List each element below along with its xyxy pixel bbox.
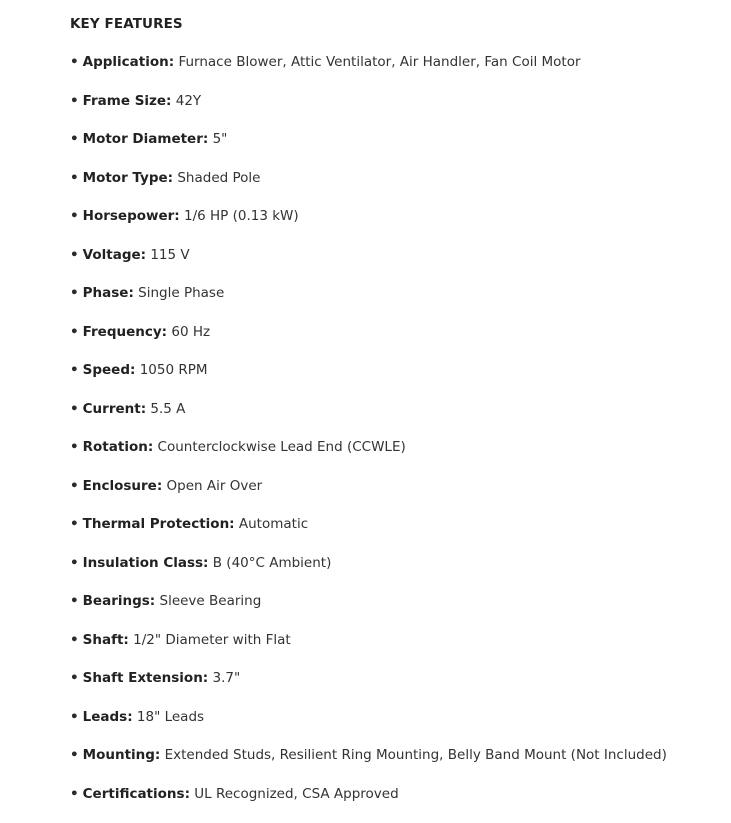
feature-item xyxy=(70,785,720,803)
feature-value: Automatic xyxy=(238,516,309,532)
feature-value: B (40°C Ambient) xyxy=(212,554,332,571)
feature-label: Leads: xyxy=(82,708,133,725)
feature-label: Current: xyxy=(82,400,147,417)
feature-item xyxy=(70,323,720,341)
feature-label: Horsepower: xyxy=(82,208,180,224)
feature-value: 1/6 HP (0.13 kW) xyxy=(183,208,299,224)
feature-value: Extended Studs, Resilient Ring Mounting, Belly Band Mount (Not Included) xyxy=(164,747,667,763)
bullet-icon: • xyxy=(70,747,79,763)
bullet-icon: • xyxy=(70,323,79,340)
features-list xyxy=(70,53,720,803)
feature-label: Phase: xyxy=(82,285,134,301)
feature-item xyxy=(70,130,720,148)
feature-item xyxy=(70,477,720,495)
bullet-icon: • xyxy=(70,439,79,455)
feature-label: Mounting: xyxy=(82,747,161,763)
feature-value: 3.7" xyxy=(212,670,241,686)
feature-label: Motor Diameter: xyxy=(82,131,209,147)
bullet-icon: • xyxy=(70,516,79,532)
feature-value: 5" xyxy=(212,131,228,147)
feature-label: Voltage: xyxy=(82,246,147,263)
feature-label: Bearings: xyxy=(82,593,156,609)
feature-item xyxy=(70,400,720,418)
feature-value: Sleeve Bearing xyxy=(159,593,262,609)
feature-value: 1/2" Diameter with Flat xyxy=(133,631,291,648)
feature-label: Frequency: xyxy=(82,323,168,340)
feature-item xyxy=(70,631,720,649)
feature-label: Shaft: xyxy=(82,631,129,648)
bullet-icon: • xyxy=(70,208,79,224)
feature-value: 18" Leads xyxy=(136,708,205,725)
feature-item xyxy=(70,92,720,110)
bullet-icon: • xyxy=(70,785,79,802)
bullet-icon: • xyxy=(70,708,79,725)
bullet-icon: • xyxy=(70,285,79,301)
feature-value: Single Phase xyxy=(138,285,225,301)
feature-item xyxy=(70,746,720,764)
bullet-icon: • xyxy=(70,631,79,648)
key-features-section xyxy=(70,15,720,823)
bullet-icon: • xyxy=(70,362,79,378)
feature-item xyxy=(70,207,720,225)
feature-label: Frame Size: xyxy=(82,92,172,109)
feature-label: Speed: xyxy=(82,362,136,378)
feature-item xyxy=(70,53,720,71)
feature-value: 60 Hz xyxy=(171,323,211,340)
bullet-icon: • xyxy=(70,554,79,571)
feature-item xyxy=(70,284,720,302)
feature-value: 42Y xyxy=(175,92,202,109)
feature-item xyxy=(70,246,720,264)
feature-item xyxy=(70,669,720,687)
feature-label: Certifications: xyxy=(82,785,190,802)
feature-label: Application: xyxy=(82,54,175,70)
section-heading: KEY FEATURES xyxy=(70,16,183,32)
feature-item xyxy=(70,169,720,187)
feature-label: Thermal Protection: xyxy=(82,516,235,532)
bullet-icon: • xyxy=(70,92,79,109)
bullet-icon: • xyxy=(70,670,79,686)
feature-label: Shaft Extension: xyxy=(82,670,209,686)
feature-label: Motor Type: xyxy=(82,169,174,186)
bullet-icon: • xyxy=(70,54,79,70)
feature-item xyxy=(70,708,720,726)
bullet-icon: • xyxy=(70,400,79,417)
feature-label: Insulation Class: xyxy=(82,554,209,571)
feature-label: Enclosure: xyxy=(82,477,163,494)
bullet-icon: • xyxy=(70,131,79,147)
feature-label: Rotation: xyxy=(82,439,154,455)
feature-value: 5.5 A xyxy=(150,400,186,417)
feature-item xyxy=(70,515,720,533)
feature-item xyxy=(70,592,720,610)
feature-value: Counterclockwise Lead End (CCWLE) xyxy=(157,439,406,455)
bullet-icon: • xyxy=(70,477,79,494)
feature-value: Shaded Pole xyxy=(177,169,261,186)
feature-item xyxy=(70,361,720,379)
feature-item xyxy=(70,554,720,572)
bullet-icon: • xyxy=(70,593,79,609)
feature-value: Open Air Over xyxy=(166,477,263,494)
bullet-icon: • xyxy=(70,246,79,263)
feature-item xyxy=(70,438,720,456)
feature-value: 1050 RPM xyxy=(139,362,208,378)
bullet-icon: • xyxy=(70,169,79,186)
feature-value: Furnace Blower, Attic Ventilator, Air Handler, Fan Coil Motor xyxy=(178,54,581,70)
feature-value: UL Recognized, CSA Approved xyxy=(194,785,399,802)
feature-value: 115 V xyxy=(150,246,190,263)
